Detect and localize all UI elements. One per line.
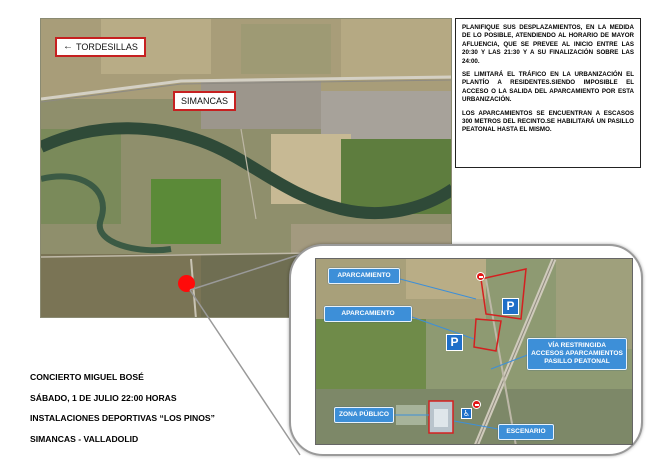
callout-zona-publico: ZONA PÚBLICO (334, 407, 394, 423)
tordesillas-label (55, 37, 146, 57)
callout-via-line1: VÍA RESTRINGIDA (547, 342, 606, 349)
tordesillas-text: TORDESILLAS (76, 42, 138, 52)
notice-paragraph-1: PLANIFIQUE SUS DESPLAZAMIENTOS, EN LA MEDIDA DE LO POSIBLE, ATENDIENDO AL HORARIO DE MAYOR AFLUENCIA, QUE SE PREVEE AL INICIO ENTRE LAS 20:30 Y LAS 21:30 Y A SU FINALIZACIÓN SOBRE LAS 24:00. (462, 24, 634, 65)
event-location: SIMANCAS - VALLADOLID (30, 433, 139, 444)
parking-sign-icon: P (502, 298, 519, 315)
wheelchair-icon: ♿ (462, 409, 471, 418)
red-dot-marker-icon (178, 275, 195, 292)
event-title: CONCIERTO MIGUEL BOSÉ (30, 372, 144, 382)
callout-aparcamiento-2: APARCAMIENTO (324, 306, 412, 322)
event-venue: INSTALACIONES DEPORTIVAS “LOS PINOS” (30, 413, 215, 423)
callout-via-line3: PASILLO PEATONAL (544, 358, 610, 365)
callout-aparcamiento-1: APARCAMIENTO (328, 268, 400, 284)
callout-via-line2: ACCESOS APARCAMIENTOS (531, 350, 623, 357)
notice-paragraph-2: SE LIMITARÁ EL TRÁFICO EN LA URBANIZACIÓN EL PLANTÍO A RESIDENTES.SIENDO IMPOSIBLE EL ACCESO O LA SALIDA DEL APARCAMIENTO POR ESTA URBANIZACIÓN. (462, 71, 634, 104)
inset-map (315, 258, 633, 445)
traffic-notice (455, 18, 641, 168)
no-entry-icon (476, 272, 485, 281)
parking-sign-icon: P (446, 334, 463, 351)
notice-paragraph-3: LOS APARCAMIENTOS SE ENCUENTRAN A ESCASOS 300 METROS DEL RECINTO.SE HABILITARÁ UN PASILLO PEATONAL HASTA EL MISMO. (462, 109, 634, 134)
simancas-label (173, 91, 236, 111)
event-date: SÁBADO, 1 DE JULIO 22:00 HORAS (30, 392, 177, 403)
no-entry-icon (472, 400, 481, 409)
arrow-left-icon: ← (63, 41, 73, 52)
callout-escenario: ESCENARIO (498, 424, 554, 440)
callout-via-restringida (527, 338, 627, 370)
event-info (30, 372, 270, 454)
simancas-text: SIMANCAS (181, 96, 229, 106)
